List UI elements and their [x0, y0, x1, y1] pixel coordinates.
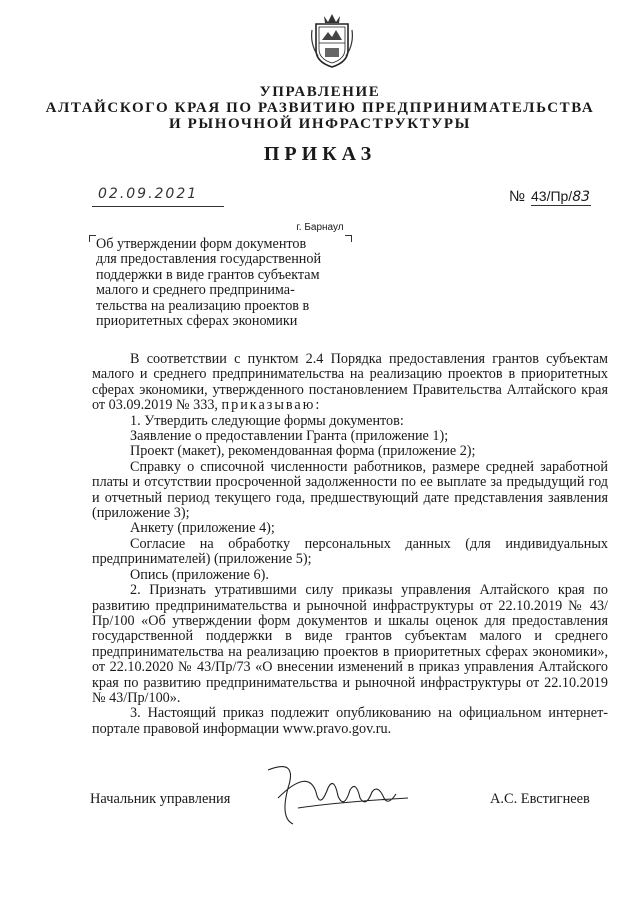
item-1: 1. Утвердить следующие формы документов: — [130, 412, 404, 429]
subject-line: поддержки в виде грантов субъектам — [96, 266, 320, 283]
header-line-1: УПРАВЛЕНИЕ — [259, 84, 381, 100]
header-line-3: И РЫНОЧНОЙ ИНФРАСТРУКТУРЫ — [169, 116, 471, 132]
subject-line: малого и среднего предпринима- — [96, 282, 295, 299]
order-number-handwritten: 83 — [572, 189, 591, 205]
form-item: Опись (приложение 6). — [130, 566, 269, 583]
item-3: 3. Настоящий приказ подлежит опубликованию на официальном интернет-портале правовой информации www.pravo.gov.ru. — [92, 705, 608, 737]
bracket-top-right — [345, 235, 352, 242]
order-number-prefix: 43/Пр/ — [531, 188, 573, 204]
header-line-2: АЛТАЙСКОГО КРАЯ ПО РАЗВИТИЮ ПРЕДПРИНИМАТЕЛЬСТВА — [45, 100, 595, 116]
subject-line: тельства на реализацию проектов в — [96, 297, 310, 314]
order-date: 02.09.2021 — [92, 186, 224, 207]
signatory-position: Начальник управления — [90, 791, 231, 807]
altai-coat-of-arms-emblem — [308, 10, 356, 70]
form-item: Заявление о предоставлении Гранта (приложение 1); — [130, 428, 449, 445]
form-item: Проект (макет), рекомендованная форма (приложение 2); — [130, 443, 476, 460]
intro-command: приказываю: — [221, 397, 322, 414]
order-number — [531, 188, 591, 206]
item-2: 2. Признать утратившими силу приказы управления Алтайского края по развитию предпринимательства и рыночной инфраструктуры от 22.10.2019 № 43/Пр/100 «Об утверждении форм документов и шкалы оценок для предоставления государственной поддержки в виде грантов субъектам малого и среднего предпринимательства на реализацию проектов в приоритетных сферах экономики», от 22.10.2020 № 43/Пр/73 «О внесении изменений в приказ управления Алтайского края по развитию предпринимательства и рыночной инфраструктуры от 22.10.2019 № 43/Пр/100». — [92, 582, 608, 706]
form-item: Справку о списочной численности работников, размере средней заработной платы и отсутствии просроченной задолженности по ее выплате за предыдущий год и отчетный период текущего года, предшествующий дате представления заявления (приложение 3); — [92, 458, 608, 522]
subject-line: приоритетных сферах экономики — [96, 313, 298, 330]
order-subject — [96, 237, 344, 329]
document-type-title: ПРИКАЗ — [263, 143, 377, 165]
order-body — [92, 352, 608, 737]
bracket-top-left — [89, 235, 96, 242]
city-label: г. Барнаул — [296, 222, 344, 233]
subject-line: Об утверждении форм документов — [96, 236, 307, 252]
subject-line: для предоставления государственной — [96, 251, 322, 268]
handwritten-signature — [238, 758, 418, 828]
form-item: Анкету (приложение 4); — [130, 520, 275, 537]
form-item: Согласие на обработку персональных данных (для индивидуальных предпринимателей) (приложение 5); — [92, 535, 608, 568]
signatory-name: А.С. Евстигнеев — [490, 791, 590, 807]
number-label: № — [509, 188, 526, 205]
intro-text: В соответствии с пунктом 2.4 Порядка предоставления грантов субъектам малого и среднего предпринимательства на реализацию проектов в приоритетных сферах экономики, утвержденного постановлением Правительства Алтайского края от 03.09.2019 № 333, — [92, 351, 608, 414]
intro-paragraph — [92, 352, 608, 414]
